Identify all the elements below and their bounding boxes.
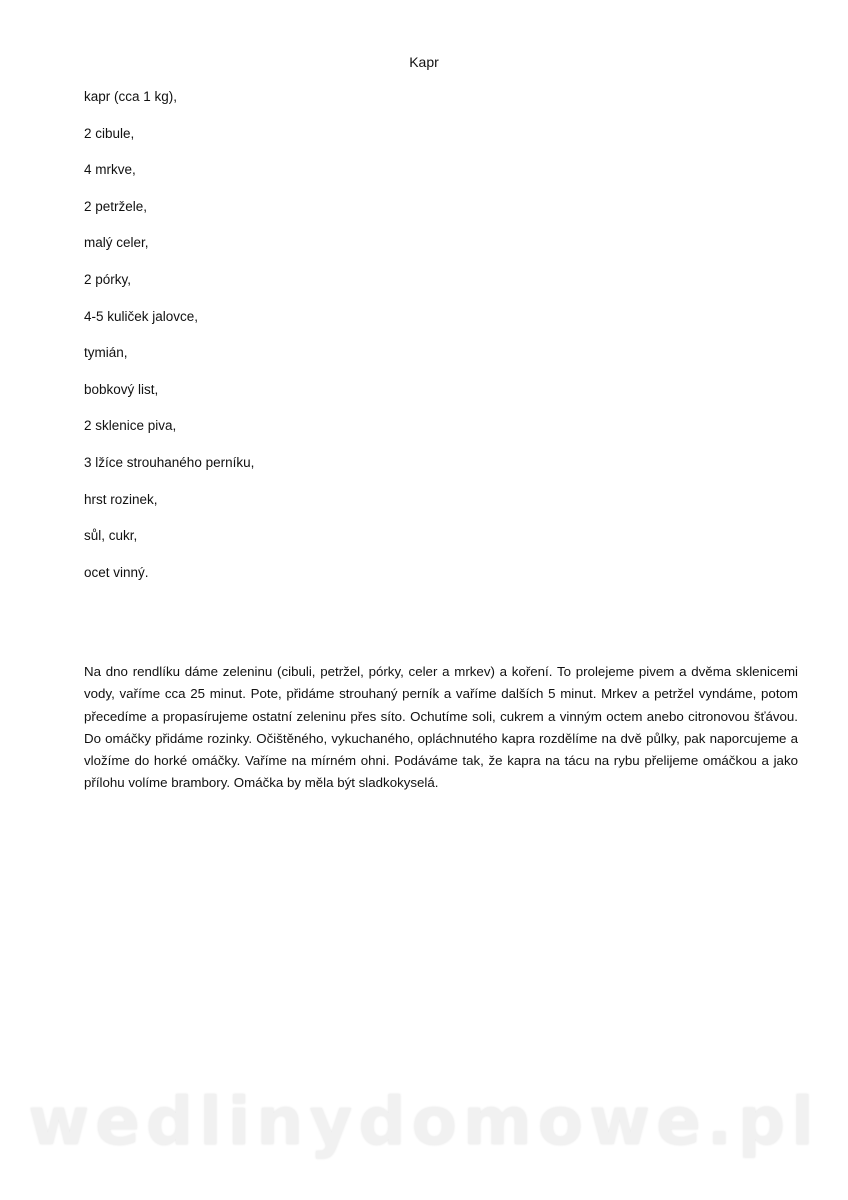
ingredient-item: kapr (cca 1 kg), bbox=[84, 89, 178, 104]
ingredient-item: 2 petržele, bbox=[84, 198, 148, 214]
ingredient-item: 2 cibule, bbox=[84, 125, 135, 141]
ingredient-item: 2 sklenice piva, bbox=[84, 418, 177, 434]
ingredient-item: ocet vinný. bbox=[84, 564, 149, 580]
watermark: wedlinydomowe.pl bbox=[28, 1083, 820, 1160]
ingredient-item: sůl, cukr, bbox=[84, 528, 138, 544]
ingredient-item: 3 lžíce strouhaného perníku, bbox=[84, 454, 255, 470]
recipe-instructions: Na dno rendlíku dáme zeleninu (cibuli, petržel, pórky, celer a mrkev) a koření. To prolejeme pivem a dvěma sklenicemi vody, vaříme cca 25 minut. Pote, přidáme strouhaný perník a vaříme dalších 5 minut. Mrkev a petržel vyndáme, potom přecedíme a propasírujeme ostatní zeleninu přes síto. Ochutíme soli, cukrem a vinným octem anebo citronovou šťávou. Do omáčky přidáme rozinky. Očištěného, vykuchaného, opláchnutého kapra rozdělíme na dvě půlky, pak naporcujeme a vložíme do horké omáčky. Vaříme na mírném ohni. Podáváme tak, že kapra na tácu na rybu přelijeme omáčkou a jako přílohu volíme brambory. Omáčka by měla být sladkokyselá. bbox=[84, 664, 798, 791]
ingredient-item: 2 pórky, bbox=[84, 271, 132, 287]
ingredient-list bbox=[84, 88, 254, 600]
ingredient-item: hrst rozinek, bbox=[84, 491, 158, 507]
ingredient-item: 4-5 kuliček jalovce, bbox=[84, 308, 199, 324]
recipe-title: Kapr bbox=[409, 54, 439, 70]
ingredient-item: tymián, bbox=[84, 345, 128, 361]
ingredient-item: bobkový list, bbox=[84, 381, 159, 397]
ingredient-item: 4 mrkve, bbox=[84, 162, 136, 178]
ingredient-item: malý celer, bbox=[84, 235, 149, 251]
